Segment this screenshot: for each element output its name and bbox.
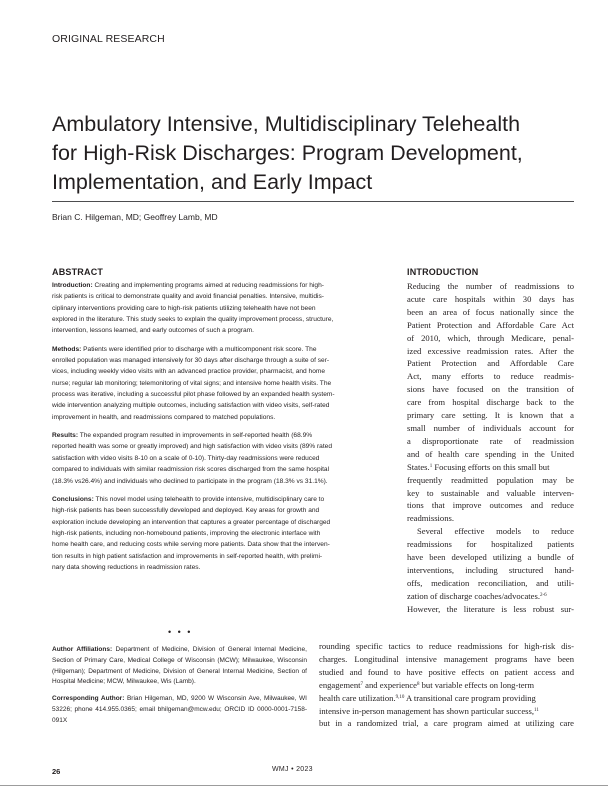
- body-text: intensive in-person management has shown particular success,: [319, 705, 535, 716]
- body-line: However, the literature is less robust sur-: [407, 603, 574, 614]
- abstract-line: high-risk patients has been successfully developed and deployed. Key areas for growth and: [52, 507, 320, 515]
- abstract-section-label: Methods:: [52, 345, 82, 353]
- abstract-introduction: [52, 280, 392, 337]
- title-divider: [52, 201, 574, 202]
- title-line: Implementation, and Early Impact: [52, 170, 373, 194]
- abstract-line: home health care, and reducing costs while serving more patients. Data show that the interven-: [52, 541, 330, 549]
- abstract-line: satisfaction with video visits 8-10 on a scale of 0-10). Thirty-day readmissions were reduced: [52, 454, 320, 462]
- abstract-line: high-risk patients, including non-homebound patients, improving the electronic interface with: [52, 529, 321, 537]
- body-line: [319, 692, 574, 705]
- body-line: a disproportionate rate of readmission: [407, 435, 574, 446]
- introduction-continued: [319, 640, 574, 730]
- abstract-line: (18.3% vs26.4%) and individuals who declined to participate in the program (18.3% vs 31.1%).: [52, 477, 328, 485]
- abstract-line: nary data showing reductions in readmission rates.: [52, 563, 201, 571]
- body-line: key to sustainable and valuable interven-: [407, 487, 574, 498]
- corresponding-text: Brian Hilgeman, MD, 9200 W Wisconsin Ave, Milwaukee, WI 53226; phone 414.955.0365; email bhilgeman@mcw.edu; ORCID ID 0000-0001-7158-091X: [52, 695, 307, 724]
- abstract-line: exploration include developing an intervention that captures a greater percentage of discharged: [52, 518, 331, 526]
- abstract-line: wide intervention analyzing multiple outcomes, including satisfaction with video visits, self-rated: [52, 402, 330, 410]
- abstract-line: tion results in high patient satisfaction and improvements in self-reported health, with prelimi-: [52, 552, 323, 560]
- section-separator: • • •: [168, 627, 193, 637]
- author-affiliations: [52, 645, 307, 733]
- abstract-line: intervention, lessons learned, and early outcomes of such a program.: [52, 327, 254, 335]
- abstract-line: This novel model using telehealth to provide intensive, multidisciplinary care to: [95, 495, 325, 503]
- body-line: Patient Protection and Affordable Care Act: [407, 319, 574, 330]
- corresponding-author: [52, 694, 307, 726]
- footer-divider: [0, 785, 608, 786]
- abstract-line: ciplinary interventions providing care to high-risk patients utilizing telehealth have not been: [52, 304, 316, 312]
- body-line: have been developed utilizing a bundle of: [407, 552, 574, 563]
- body-line: [407, 461, 574, 474]
- citation: 9,10: [395, 694, 405, 700]
- abstract-line: nurse; regular lab monitoring; telemonitoring of vital signs; and intensive home health visits. The: [52, 379, 332, 387]
- body-line: small number of individuals account for: [407, 422, 574, 433]
- abstract: [52, 267, 392, 580]
- abstract-conclusions: [52, 494, 392, 573]
- body-line: of 2010, which, through Medicare, penal-: [407, 332, 574, 343]
- body-line: frequently readmitted population may be: [407, 474, 574, 485]
- abstract-line: compared to individuals with similar readmission risk scores discharged from the same hospital: [52, 466, 330, 474]
- author-list: Brian C. Hilgeman, MD; Geoffrey Lamb, MD: [52, 212, 218, 222]
- body-text: zation of discharge coaches/advocates.: [407, 590, 540, 601]
- body-line: Act, many efforts to reduce readmis-: [407, 371, 574, 382]
- abstract-line: vices, including weekly video visits with an advanced practice provider, pharmacist, and home: [52, 368, 326, 376]
- body-line: been an area of focus nationally since the: [407, 306, 574, 317]
- body-line: tions that improve outcomes and reduce: [407, 500, 574, 511]
- body-line: but in a randomized trial, a care program aimed at utilizing care: [319, 718, 574, 729]
- body-text: Focusing efforts on this small but: [432, 461, 550, 472]
- title-line: Ambulatory Intensive, Multidisciplinary Telehealth: [52, 112, 521, 136]
- abstract-section-label: Introduction:: [52, 282, 93, 289]
- affiliation-label: Author Affiliations:: [52, 646, 113, 653]
- affiliation-note: [52, 645, 307, 688]
- abstract-results: [52, 430, 392, 487]
- body-line: interventions, including structured hand-: [407, 564, 574, 575]
- body-line: readmissions.: [407, 513, 455, 524]
- abstract-line: risk patients is critical to demonstrate quality and avoid financial penalties. Intensive, multidis-: [52, 293, 324, 301]
- abstract-line: process was iterative, including a successful pilot phase followed by an expanded health system-: [52, 391, 335, 399]
- citation: 7: [360, 681, 364, 687]
- body-line: and of health care spending in the United: [407, 448, 574, 459]
- abstract-line: enrolled population was managed intensively for 30 days after discharge through a suite of ser-: [52, 357, 330, 365]
- body-line: Several effective models to reduce: [417, 526, 574, 537]
- body-line: [407, 590, 574, 603]
- body-line: Reducing the number of readmissions to: [407, 281, 574, 291]
- body-line: [319, 705, 574, 718]
- abstract-line: Patients were identified prior to discharge with a multicomponent risk score. The: [83, 345, 317, 353]
- body-line: sions have focused on the transition of: [407, 384, 574, 395]
- body-text: but variable effects on long-term: [419, 679, 535, 690]
- abstract-line: reported health was some or greatly improved) and high satisfaction with video visits (89% rated: [52, 443, 333, 451]
- citation: 1: [429, 463, 433, 469]
- abstract-methods: [52, 344, 392, 423]
- body-line: studied and found to have positive effects on patient access and: [319, 666, 574, 677]
- body-text: A transitional care program providing: [404, 692, 536, 703]
- affiliation-text: Department of Medicine, Division of General Internal Medicine, Section of Primary Care, Medical College of Wisconsin (MCW); Milwaukee, Wisconsin (Hilgeman); Department of Medicine, Division of General Internal Medicine, Section of Hospital Medicine; MCW, Milwaukee, Wis (Lamb).: [52, 646, 307, 686]
- body-text: health care utilization.: [319, 692, 396, 703]
- introduction: [407, 267, 574, 616]
- title-line: for High-Risk Discharges: Program Development,: [52, 141, 523, 165]
- body-text: States.: [407, 461, 430, 472]
- abstract-line: The expanded program resulted in improvements in self-reported health (68.9%: [79, 432, 313, 440]
- article-title: [52, 110, 572, 197]
- body-line: rounding specific tactics to reduce readmissions for high-risk dis-: [319, 641, 574, 651]
- body-line: primary care setting. It is known that a: [407, 410, 574, 421]
- body-line: care from hospital discharge back to the: [407, 397, 574, 408]
- abstract-line: Creating and implementing programs aimed at reducing readmissions for high-: [94, 282, 324, 289]
- page-number: 26: [52, 767, 61, 776]
- body-line: charges. Longitudinal intensive management programs have been: [319, 653, 574, 664]
- body-line: ized excessive readmission rates. After the: [407, 345, 574, 356]
- body-text: engagement: [319, 679, 361, 690]
- body-line: offs, medication reconciliation, and utili-: [407, 577, 574, 588]
- body-line: [319, 679, 574, 692]
- citation: 11: [534, 707, 539, 713]
- body-line: readmissions for hospitalized patients: [407, 539, 574, 550]
- abstract-section-label: Conclusions:: [52, 495, 94, 503]
- body-text: and experience: [363, 679, 417, 690]
- abstract-section-label: Results:: [52, 432, 79, 440]
- corresponding-label: Corresponding Author:: [52, 695, 125, 703]
- abstract-line: improvement in health, and readmissions compared to matched populations.: [52, 413, 276, 421]
- section-label: ORIGINAL RESEARCH: [52, 33, 165, 45]
- body-line: Patient Protection and Affordable Care: [407, 358, 574, 369]
- abstract-heading: ABSTRACT: [52, 267, 104, 277]
- body-line: acute care hospitals within 30 days has: [407, 293, 574, 304]
- journal-footer: WMJ • 2023: [272, 766, 313, 773]
- abstract-line: explored in the literature. This study seeks to explain the quality improvement process, structure,: [52, 316, 334, 324]
- introduction-heading: INTRODUCTION: [407, 267, 479, 277]
- citation: 8: [416, 681, 420, 687]
- citation: 2-6: [540, 592, 547, 598]
